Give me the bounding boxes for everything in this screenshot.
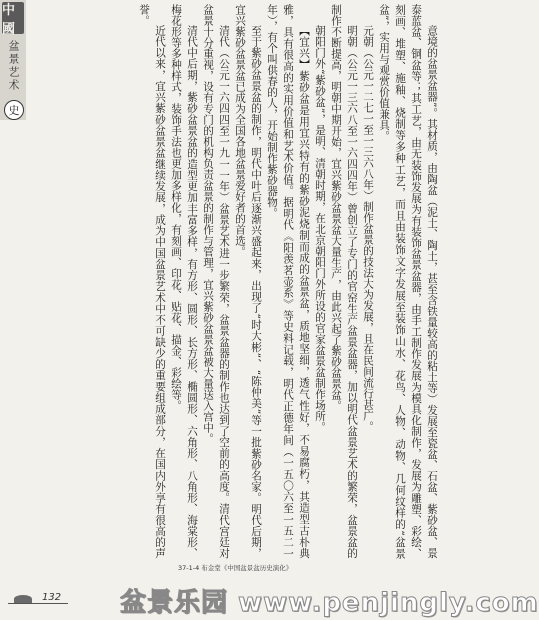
paragraph: 清代中后期，紫砂盆景盆的造型更加丰富多样，有方形、圆形、长方形、椭圆形、六角形、八角形、海棠形、梅花形等多种样式，装饰手法也更加多样化，有刻画、印花、贴花、描金、彩绘等。 bbox=[170, 4, 198, 559]
paragraph: 【宜兴】紫砂盆是用宜兴特有的紫砂泥烧制而成的盆景盆，质地坚细，透气性好，不易腐朽，其造型古朴典雅，具有很高的实用价值和艺术价值。据明代《阳羡茗壶系》等史料记载，明代正德年间（一五〇六至一五二一年），有个叫供春的人，开始制作紫砂器物。 bbox=[266, 4, 310, 559]
sidebar-band bbox=[0, 0, 26, 120]
watermark: 盆景乐园 www.penjingly.com bbox=[120, 588, 539, 618]
logo: 中國 bbox=[2, 2, 24, 34]
seal-icon: 史 bbox=[4, 100, 24, 120]
body-text bbox=[28, 4, 440, 559]
vertical-title: 盆景艺术 bbox=[7, 40, 20, 92]
footer-rule bbox=[8, 603, 68, 604]
paragraph: 朝阳门外“紫砂盆”，是明、清朝时期，在北京朝阳门外所设的官家盆景盆制作场所。 bbox=[314, 25, 326, 433]
ornament-icon bbox=[14, 595, 32, 603]
paragraph: 明朝（公元一三六八至一六四四年）曾创立了专门的官窑生产盆景盆器，加以明代盆景艺术的繁荣，盆景盆的制作不断提高，明朝中期开始，宜兴紫砂盆景盆大量生产，由此兴起了紫砂盆景盆。 bbox=[330, 4, 358, 559]
page-number: 132 bbox=[42, 592, 62, 603]
paragraph: 元朝（公元一二七一至一三六八年）制作盆景的技法大为发展，且在民间流行甚广。 bbox=[362, 25, 374, 433]
page-number-footer bbox=[8, 590, 70, 612]
paragraph: 至于紫砂盆景盆的制作，明代中叶后逐渐兴盛起来，出现了“时大彬”、“陈仲美”等一批紫砂名家。明代后期，宜兴紫砂盆景盆已成为全国各地盆景爱好者的首选。 bbox=[234, 4, 262, 559]
paragraph: 清代（公元一六四四至一九一一年）盆景艺术进一步繁荣，盆景盆器的制作也达到了空前的高度。清代宫廷对盆景十分重视，设有专门的机构负责盆景的制作与管理，宜兴紫砂盆景盆被大量送入宫中。 bbox=[202, 4, 230, 559]
paragraph: 近代以来，宜兴紫砂盆景盆继续发展，成为中国盆景艺术中不可缺少的重要组成部分，在国内外享有很高的声誉。 bbox=[138, 4, 166, 559]
paragraph: 意境的盆景盆器”。其材质，由陶盆（泥土、陶土，甚至含铁量较高的粘土等）发展至瓷盆、石盆、紫砂盆、景泰蓝盆、铜盆等；其工艺，由无装饰发展为有装饰盆景盆器，由手工制作发展为模具化制作，发展为雕塑、彩绘、刻画、堆塑、施釉、烧制等多种工艺，而且由装饰文字发展至装饰山水、花鸟、人物、动物、几何纹样的“盆景盆”，实用与观赏价值兼具。 bbox=[378, 4, 438, 560]
figure-caption: 37-1-4 布金堂《中国盆景盆历史演化》 bbox=[178, 564, 293, 572]
